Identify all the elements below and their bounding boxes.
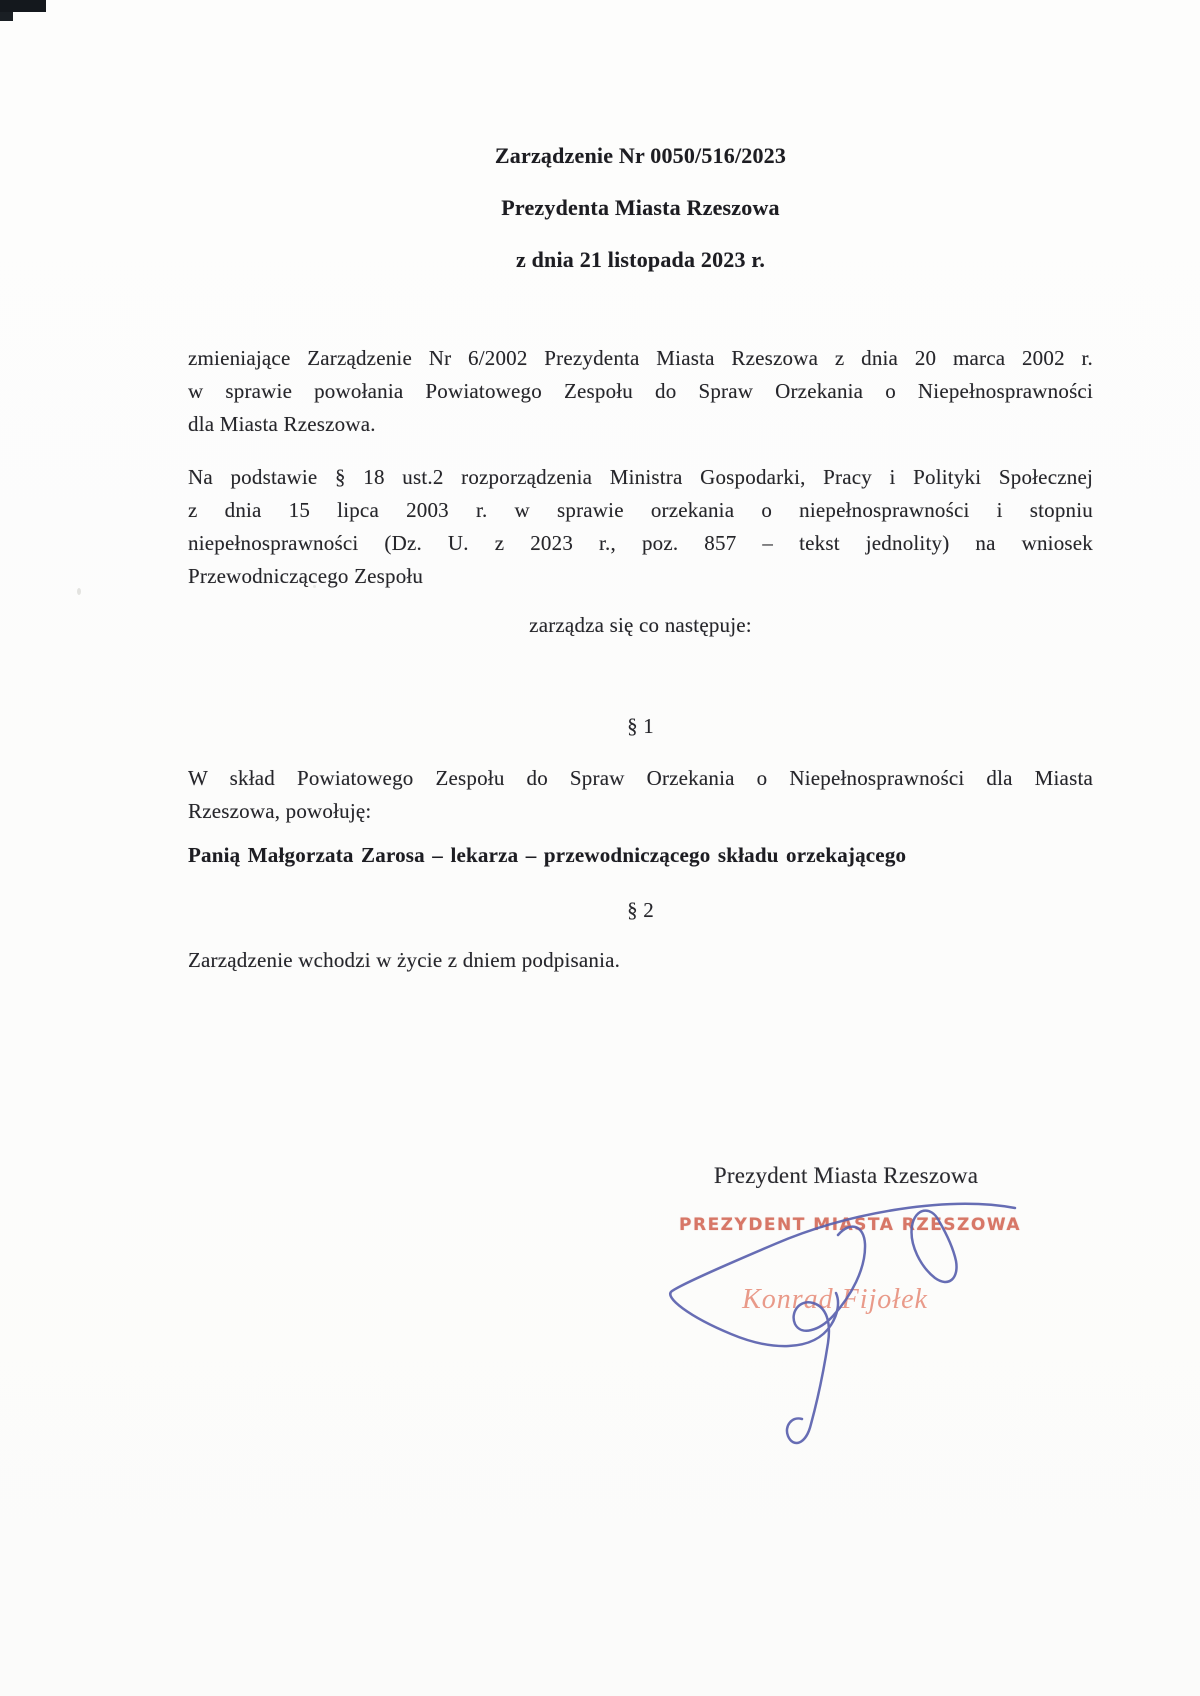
- body-line: dla Miasta Rzeszowa.: [188, 412, 376, 436]
- scanner-edge-artifact: [0, 12, 13, 21]
- signature-swoosh-stroke: [670, 1204, 1015, 1346]
- body-line: Na podstawie § 18 ust.2 rozporządzenia Ministra Gospodarki, Pracy i Polityki Społecznej: [188, 465, 1093, 489]
- scanner-edge-artifact: [0, 0, 46, 12]
- section-1-text: [188, 762, 1093, 828]
- body-line: niepełnosprawności (Dz. U. z 2023 r., poz. 857 – tekst jednolity) na wniosek: [188, 531, 1093, 555]
- section-1-mark: § 1: [627, 714, 654, 738]
- ordains-line: zarządza się co następuje:: [529, 613, 752, 637]
- paragraph-amending: [188, 342, 1093, 441]
- signatory-role: Prezydent Miasta Rzeszowa: [713, 1163, 979, 1188]
- stamp-title-text: PREZYDENT MIASTA RZESZOWA: [679, 1215, 1021, 1235]
- title-line-issuer: Prezydenta Miasta Rzeszowa: [501, 195, 780, 220]
- section-2-text: Zarządzenie wchodzi w życie z dniem podpisania.: [188, 948, 621, 972]
- body-line: Przewodniczącego Zespołu: [188, 564, 424, 588]
- body-line: Rzeszowa, powołuję:: [188, 799, 372, 823]
- body-line: W skład Powiatowego Zespołu do Spraw Orzekania o Niepełnosprawności dla Miasta: [188, 766, 1093, 790]
- paragraph-legal-basis: [188, 461, 1093, 593]
- body-line: w sprawie powołania Powiatowego Zespołu do Spraw Orzekania o Niepełnosprawności: [188, 379, 1093, 403]
- section-2-mark: § 2: [627, 898, 654, 922]
- title-line-date: z dnia 21 listopada 2023 r.: [515, 247, 766, 272]
- body-line: zmieniające Zarządzenie Nr 6/2002 Prezydenta Miasta Rzeszowa z dnia 20 marca 2002 r.: [188, 346, 1093, 370]
- signature-loop-stroke: [912, 1211, 957, 1282]
- scan-speck: [77, 588, 81, 595]
- appointment-line: Panią Małgorzata Zarosa – lekarza – przewodniczącego składu orzekającego: [188, 843, 907, 867]
- document-title: [188, 130, 1093, 286]
- body-line: z dnia 15 lipca 2003 r. w sprawie orzekania o niepełnosprawności i stopniu: [188, 498, 1093, 522]
- stamp-name-text: Konrad Fijołek: [742, 1284, 928, 1315]
- title-line-number: Zarządzenie Nr 0050/516/2023: [494, 143, 787, 168]
- signature-scribble-stroke: [787, 1227, 865, 1443]
- handwritten-signature: [600, 1195, 1040, 1455]
